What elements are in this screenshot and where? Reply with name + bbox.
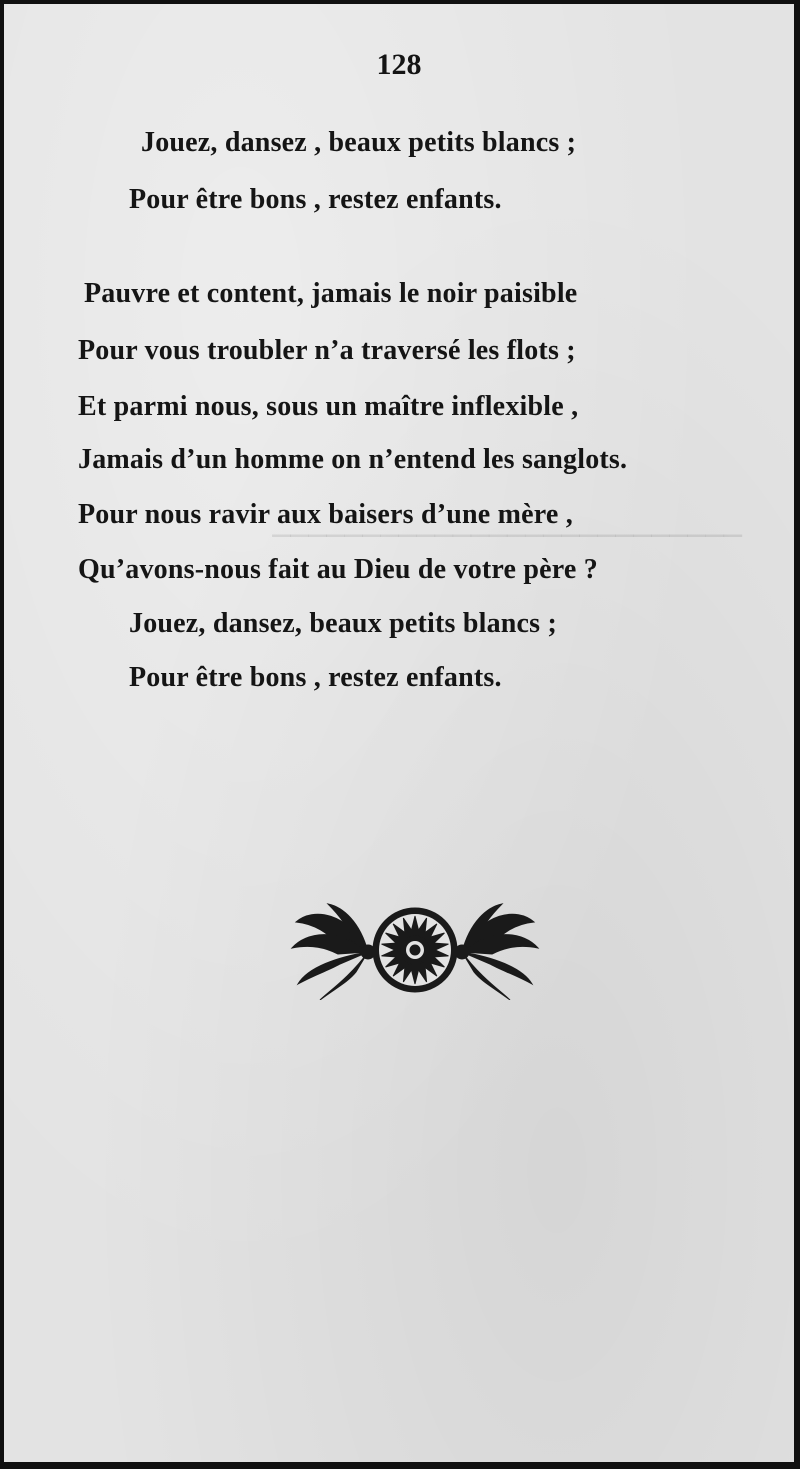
book-page — [4, 4, 794, 1462]
verse-line: Jouez, dansez , beaux petits blancs ; — [141, 127, 577, 158]
verse-line: Qu’avons-nous fait au Dieu de votre père ? — [78, 554, 598, 585]
page-number: 128 — [376, 48, 422, 81]
bleed-through-texture: ────────────────────────── — [272, 519, 742, 554]
palmette-rosette-ornament-icon — [290, 900, 540, 1000]
verse-line: Pour nous ravir aux baisers d’une mère , — [78, 499, 573, 530]
verse-line: Pour être bons , restez enfants. — [129, 662, 502, 693]
verse-line: Pauvre et content, jamais le noir paisible — [84, 278, 578, 309]
verse-line: Jouez, dansez, beaux petits blancs ; — [129, 608, 557, 639]
verse-line: Pour vous troubler n’a traversé les flots ; — [78, 335, 576, 366]
verse-line: Pour être bons , restez enfants. — [129, 184, 502, 215]
verse-line: Jamais d’un homme on n’entend les sanglots. — [78, 444, 628, 475]
verse-line: Et parmi nous, sous un maître inflexible , — [78, 391, 579, 422]
